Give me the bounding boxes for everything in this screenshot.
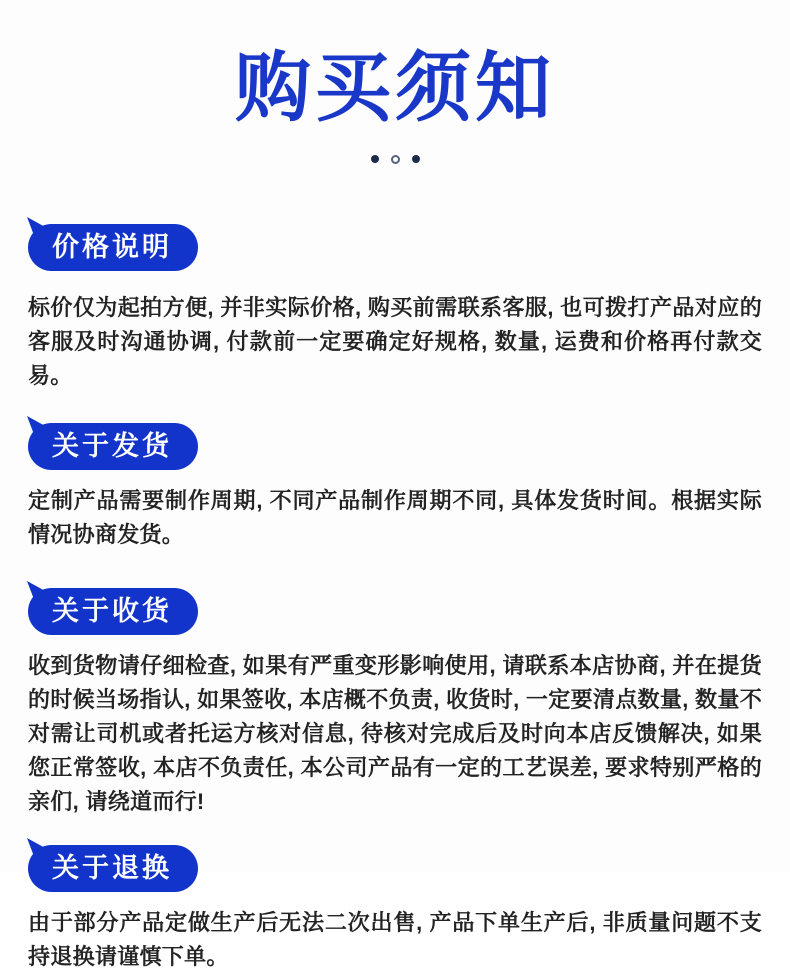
notice-content bbox=[0, 164, 790, 974]
section-shipping bbox=[28, 393, 762, 552]
section-body-pricing: 标价仅为起拍方便, 并非实际价格, 购买前需联系客服, 也可拨打产品对应的客服及时沟通协调, 付款前一定要确定好规格, 数量, 运费和价格再付款交易。 bbox=[28, 295, 762, 388]
hollow-dot-icon bbox=[391, 155, 400, 164]
filled-dot-icon bbox=[412, 155, 420, 163]
section-body-receiving: 收到货物请仔细检查, 如果有严重变形影响使用, 请联系本店协商, 并在提货的时候当场指认, 如果签收, 本店概不负责, 收货时, 一定要清点数量, 数量不对需让司机或者托运方核对信息, 待核对完成后及时向本店反馈解决, 如果您正常签收, 本店不负责任, 本公司产品有一定的工艺误差, 要求特别严格的亲们, 请绕道而行! bbox=[28, 653, 762, 814]
section-body-shipping: 定制产品需要制作周期, 不同产品制作周期不同, 具体发货时间。根据实际情况协商发货。 bbox=[28, 488, 762, 547]
section-returns bbox=[28, 819, 762, 974]
section-body-returns: 由于部分产品定做生产后无法二次出售, 产品下单生产后, 非质量问题不支持退换请谨慎下单。 bbox=[28, 910, 762, 969]
section-badge-shipping: 关于发货 bbox=[28, 423, 198, 470]
filled-dot-icon bbox=[371, 155, 379, 163]
section-badge-pricing: 价格说明 bbox=[28, 224, 198, 271]
section-badge-receiving: 关于收货 bbox=[28, 588, 198, 635]
section-badge-returns: 关于退换 bbox=[28, 845, 198, 892]
dot-divider bbox=[0, 154, 790, 164]
section-pricing bbox=[28, 164, 762, 393]
section-receiving bbox=[28, 552, 762, 819]
page-title: 购买须知 bbox=[235, 46, 555, 131]
hero-header bbox=[0, 0, 790, 164]
